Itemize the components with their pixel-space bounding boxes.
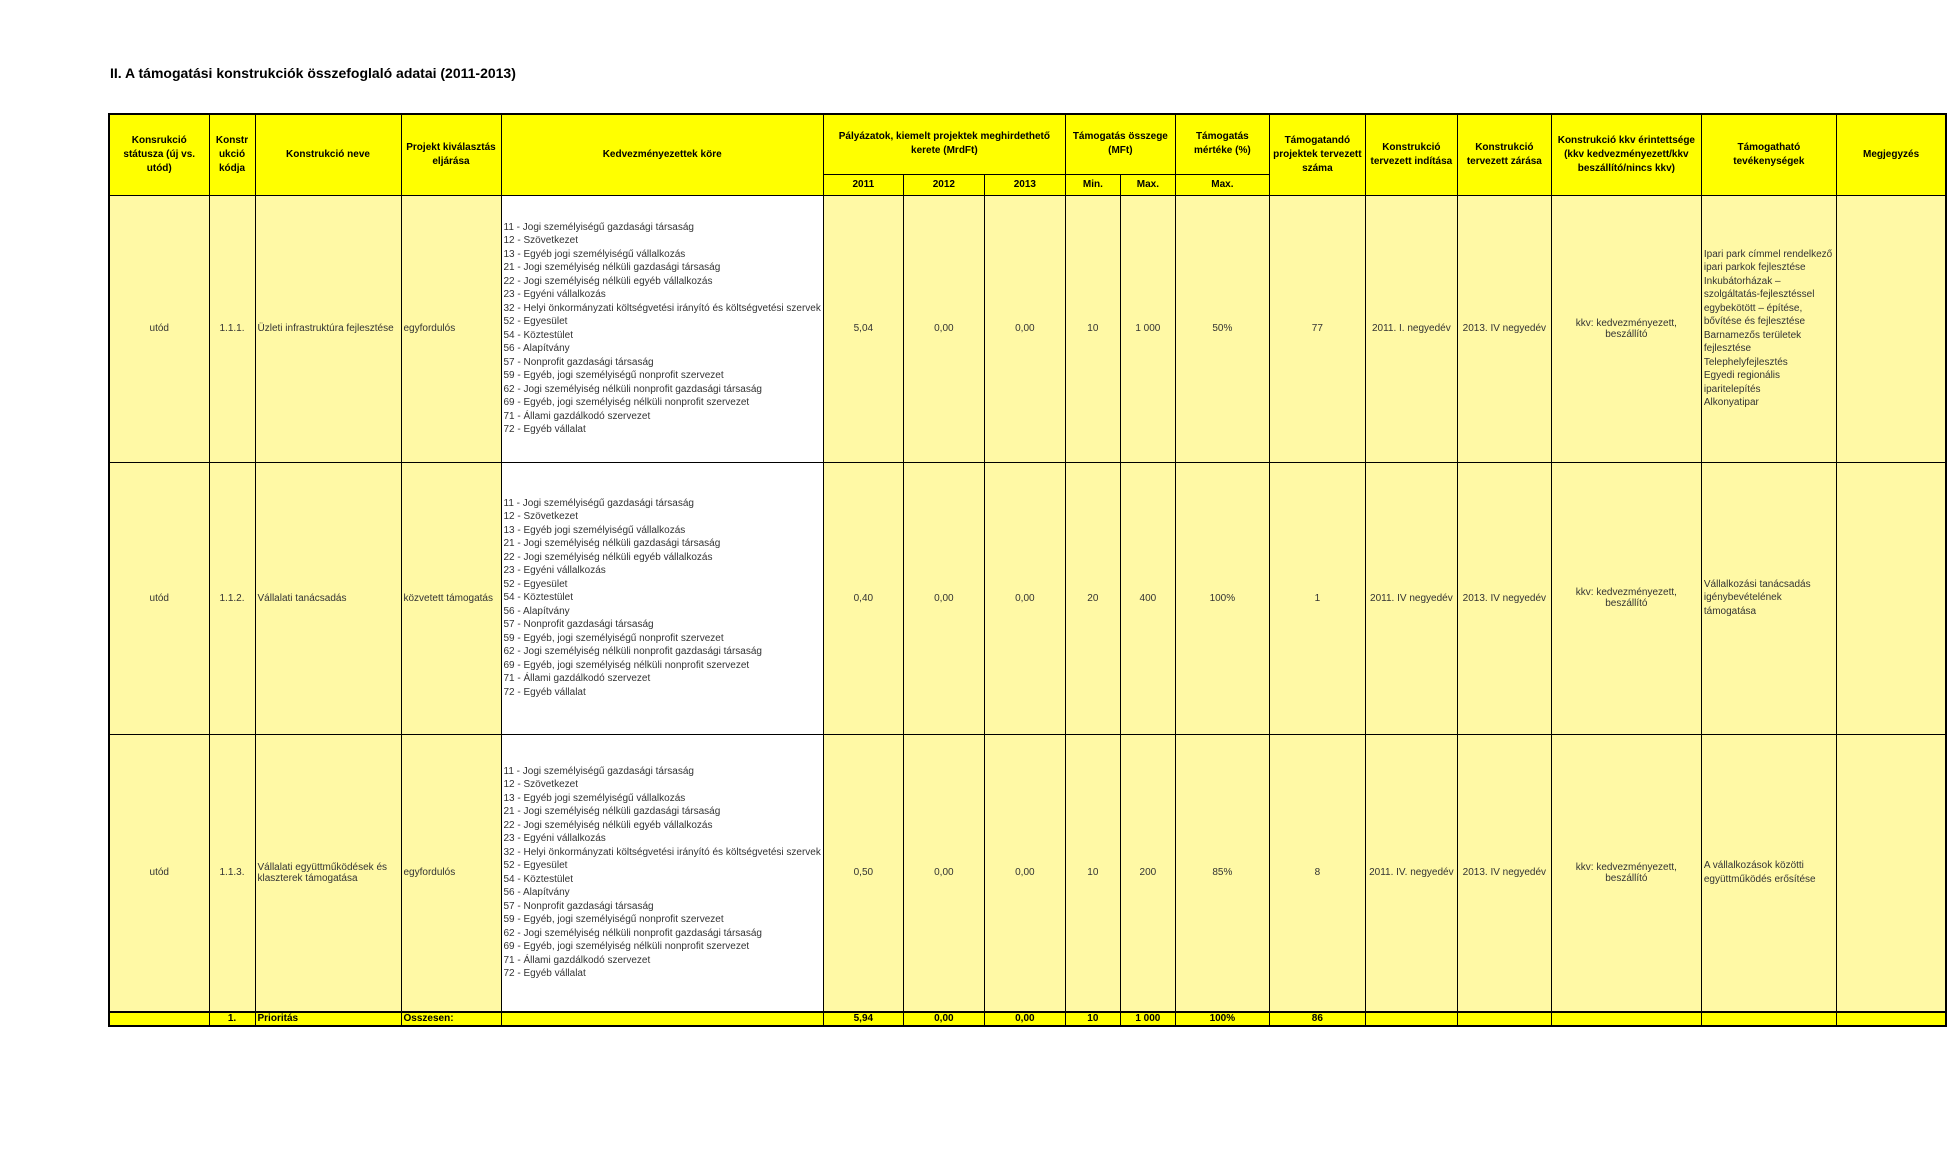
cell-procedure: egyfordulós	[401, 195, 501, 462]
beneficiary-item: 62 - Jogi személyiség nélküli nonprofit gazdasági társaság	[503, 383, 762, 395]
cell-kkv: kkv: kedvezményezett, beszállító	[1551, 195, 1701, 462]
beneficiary-item: 32 - Helyi önkormányzati költségvetési irányító és költségvetési szervek	[503, 302, 821, 314]
total-activities	[1701, 1012, 1836, 1026]
cell-2011: 5,04	[823, 195, 903, 462]
header-close: Konstrukció tervezett zárása	[1457, 114, 1551, 195]
beneficiary-item: 71 - Állami gazdálkodó szervezet	[503, 673, 651, 685]
cell-2012: 0,00	[903, 734, 984, 1012]
header-projects: Támogatandó projektek tervezett száma	[1269, 114, 1365, 195]
cell-rate: 100%	[1175, 462, 1269, 734]
beneficiary-item: 72 - Egyéb vállalat	[503, 424, 586, 435]
cell-name: Vállalati együttműködések és klaszterek támogatása	[255, 734, 401, 1012]
cell-code: 1.1.3.	[209, 734, 255, 1012]
beneficiary-item: 62 - Jogi személyiség nélküli nonprofit gazdasági társaság	[503, 646, 762, 658]
cell-activities	[1701, 195, 1836, 462]
beneficiary-item: 52 - Egyesület	[503, 316, 568, 327]
beneficiary-item: 69 - Egyéb, jogi személyiség nélküli nonprofit szervezet	[503, 941, 750, 953]
cell-procedure: egyfordulós	[401, 734, 501, 1012]
constructions-table	[108, 113, 1947, 1027]
activity-item: Telephelyfejlesztés	[1703, 356, 1788, 368]
total-kkv	[1551, 1012, 1701, 1026]
total-close	[1457, 1012, 1551, 1026]
cell-status: utód	[109, 462, 209, 734]
total-min: 10	[1065, 1012, 1120, 1026]
header-status: Konsrukció státusza (új vs. utód)	[109, 114, 209, 195]
beneficiary-item: 71 - Állami gazdálkodó szervezet	[503, 954, 651, 966]
cell-activities	[1701, 734, 1836, 1012]
cell-start: 2011. I. negyedév	[1365, 195, 1457, 462]
header-name: Konstrukció neve	[255, 114, 401, 195]
total-name: Prioritás	[255, 1012, 401, 1026]
activity-item: A vállalkozások közötti együttműködés erősítése	[1703, 860, 1816, 885]
header-rate: Támogatás mértéke (%)	[1175, 114, 1269, 174]
cell-2013: 0,00	[984, 462, 1065, 734]
beneficiary-item: 56 - Alapítvány	[503, 343, 570, 354]
cell-projects: 1	[1269, 462, 1365, 734]
table-row	[109, 195, 1946, 462]
header-2013: 2013	[984, 174, 1065, 195]
header-procedure: Projekt kiválasztás eljárása	[401, 114, 501, 195]
total-status	[109, 1012, 209, 1026]
cell-notes	[1836, 462, 1946, 734]
beneficiary-item: 12 - Szövetkezet	[503, 235, 578, 246]
total-2011: 5,94	[823, 1012, 903, 1026]
table-row	[109, 462, 1946, 734]
beneficiary-item: 54 - Köztestület	[503, 329, 573, 341]
beneficiary-item: 32 - Helyi önkormányzati költségvetési irányító és költségvetési szervek	[503, 846, 821, 858]
cell-start: 2011. IV. negyedév	[1365, 734, 1457, 1012]
header-max: Max.	[1120, 174, 1175, 195]
activity-item: Egyedi regionális iparitelepítés	[1703, 370, 1781, 395]
beneficiary-item: 11 - Jogi személyiségű gazdasági társaság	[503, 221, 694, 233]
cell-activities	[1701, 462, 1836, 734]
beneficiary-item: 11 - Jogi személyiségű gazdasági társaság	[503, 497, 694, 509]
total-row	[109, 1012, 1946, 1026]
beneficiary-item: 57 - Nonprofit gazdasági társaság	[503, 356, 654, 368]
beneficiary-item: 13 - Egyéb jogi személyiségű vállalkozás	[503, 792, 686, 804]
cell-projects: 77	[1269, 195, 1365, 462]
cell-status: utód	[109, 734, 209, 1012]
beneficiary-item: 62 - Jogi személyiség nélküli nonprofit gazdasági társaság	[503, 927, 762, 939]
beneficiary-item: 22 - Jogi személyiség nélküli egyéb vállalkozás	[503, 819, 713, 831]
cell-procedure: közvetett támogatás	[401, 462, 501, 734]
header-2011: 2011	[823, 174, 903, 195]
cell-kkv: kkv: kedvezményezett, beszállító	[1551, 734, 1701, 1012]
cell-name: Vállalati tanácsadás	[255, 462, 401, 734]
cell-start: 2011. IV negyedév	[1365, 462, 1457, 734]
beneficiary-item: 57 - Nonprofit gazdasági társaság	[503, 619, 654, 631]
beneficiary-item: 54 - Köztestület	[503, 873, 573, 885]
cell-2013: 0,00	[984, 195, 1065, 462]
beneficiary-item: 22 - Jogi személyiség nélküli egyéb vállalkozás	[503, 551, 713, 563]
header-start: Konstrukció tervezett indítása	[1365, 114, 1457, 195]
total-rate: 100%	[1175, 1012, 1269, 1026]
cell-max: 200	[1120, 734, 1175, 1012]
cell-close: 2013. IV negyedév	[1457, 195, 1551, 462]
beneficiary-item: 12 - Szövetkezet	[503, 511, 578, 523]
beneficiary-item: 54 - Köztestület	[503, 592, 573, 604]
total-notes	[1836, 1012, 1946, 1026]
page-title: II. A támogatási konstrukciók összefoglaló adatai (2011-2013)	[110, 65, 516, 81]
total-start	[1365, 1012, 1457, 1026]
beneficiary-item: 52 - Egyesület	[503, 860, 568, 872]
cell-close: 2013. IV negyedév	[1457, 734, 1551, 1012]
cell-max: 1 000	[1120, 195, 1175, 462]
cell-beneficiaries	[501, 734, 823, 1012]
header-rate-max: Max.	[1175, 174, 1269, 195]
header-frame: Pályázatok, kiemelt projektek meghirdethető kerete (MrdFt)	[823, 114, 1065, 174]
beneficiary-item: 72 - Egyéb vállalat	[503, 686, 586, 698]
cell-2011: 0,50	[823, 734, 903, 1012]
total-projects: 86	[1269, 1012, 1365, 1026]
header-min: Min.	[1065, 174, 1120, 195]
beneficiary-item: 21 - Jogi személyiség nélküli gazdasági társaság	[503, 806, 721, 818]
beneficiary-item: 71 - Állami gazdálkodó szervezet	[503, 410, 651, 422]
activity-item: Barnamezős területek fejlesztése	[1703, 329, 1802, 354]
beneficiary-item: 11 - Jogi személyiségű gazdasági társaság	[503, 765, 694, 777]
cell-2013: 0,00	[984, 734, 1065, 1012]
cell-rate: 85%	[1175, 734, 1269, 1012]
beneficiary-item: 69 - Egyéb, jogi személyiség nélküli nonprofit szervezet	[503, 659, 750, 671]
cell-2012: 0,00	[903, 195, 984, 462]
header-code: Konstr ukció kódja	[209, 114, 255, 195]
beneficiary-item: 13 - Egyéb jogi személyiségű vállalkozás	[503, 248, 686, 260]
total-2012: 0,00	[903, 1012, 984, 1026]
beneficiary-item: 12 - Szövetkezet	[503, 779, 578, 791]
cell-2011: 0,40	[823, 462, 903, 734]
total-code: 1.	[209, 1012, 255, 1026]
beneficiary-item: 23 - Egyéni vállalkozás	[503, 833, 606, 845]
header-amount: Támogatás összege (MFt)	[1065, 114, 1175, 174]
activity-item: Ipari park címmel rendelkező ipari parkok fejlesztése	[1703, 248, 1833, 273]
beneficiary-item: 23 - Egyéni vállalkozás	[503, 565, 606, 577]
cell-rate: 50%	[1175, 195, 1269, 462]
cell-kkv: kkv: kedvezményezett, beszállító	[1551, 462, 1701, 734]
beneficiary-item: 59 - Egyéb, jogi személyiségű nonprofit szervezet	[503, 914, 724, 926]
table-row	[109, 734, 1946, 1012]
header-2012: 2012	[903, 174, 984, 195]
activity-item: Inkubátorházak – szolgáltatás-fejlesztéssel egybekötött – építése, bővítése és fejlesztése	[1703, 275, 1815, 327]
activity-item: Vállalkozási tanácsadás igénybevételének támogatása	[1703, 578, 1811, 617]
cell-min: 10	[1065, 195, 1120, 462]
activity-item: Alkonyatipar	[1703, 397, 1759, 408]
total-label: Összesen:	[401, 1012, 501, 1026]
beneficiary-item: 52 - Egyesület	[503, 578, 568, 590]
cell-beneficiaries	[501, 462, 823, 734]
beneficiary-item: 21 - Jogi személyiség nélküli gazdasági társaság	[503, 262, 721, 273]
header-notes: Megjegyzés	[1836, 114, 1946, 195]
cell-notes	[1836, 734, 1946, 1012]
beneficiary-item: 13 - Egyéb jogi személyiségű vállalkozás	[503, 524, 686, 536]
header-kkv: Konstrukció kkv érintettsége (kkv kedvezményezett/kkv beszállító/nincs kkv)	[1551, 114, 1701, 195]
beneficiary-item: 59 - Egyéb, jogi személyiségű nonprofit szervezet	[503, 632, 724, 644]
cell-close: 2013. IV negyedév	[1457, 462, 1551, 734]
cell-2012: 0,00	[903, 462, 984, 734]
cell-beneficiaries	[501, 195, 823, 462]
cell-min: 20	[1065, 462, 1120, 734]
beneficiary-item: 21 - Jogi személyiség nélküli gazdasági társaság	[503, 538, 721, 550]
beneficiary-item: 23 - Egyéni vállalkozás	[503, 289, 606, 300]
beneficiary-item: 22 - Jogi személyiség nélküli egyéb vállalkozás	[503, 275, 713, 287]
cell-min: 10	[1065, 734, 1120, 1012]
total-beneficiaries	[501, 1012, 823, 1026]
header-activities: Támogatható tevékenységek	[1701, 114, 1836, 195]
beneficiary-item: 56 - Alapítvány	[503, 887, 570, 899]
cell-name: Üzleti infrastruktúra fejlesztése	[255, 195, 401, 462]
total-max: 1 000	[1120, 1012, 1175, 1026]
beneficiary-item: 56 - Alapítvány	[503, 605, 570, 617]
beneficiary-item: 59 - Egyéb, jogi személyiségű nonprofit szervezet	[503, 370, 724, 381]
cell-notes	[1836, 195, 1946, 462]
cell-max: 400	[1120, 462, 1175, 734]
cell-code: 1.1.2.	[209, 462, 255, 734]
cell-projects: 8	[1269, 734, 1365, 1012]
beneficiary-item: 57 - Nonprofit gazdasági társaság	[503, 900, 654, 912]
beneficiary-item: 72 - Egyéb vállalat	[503, 968, 586, 980]
cell-status: utód	[109, 195, 209, 462]
cell-code: 1.1.1.	[209, 195, 255, 462]
header-beneficiaries: Kedvezményezettek köre	[501, 114, 823, 195]
total-2013: 0,00	[984, 1012, 1065, 1026]
beneficiary-item: 69 - Egyéb, jogi személyiség nélküli nonprofit szervezet	[503, 397, 750, 408]
